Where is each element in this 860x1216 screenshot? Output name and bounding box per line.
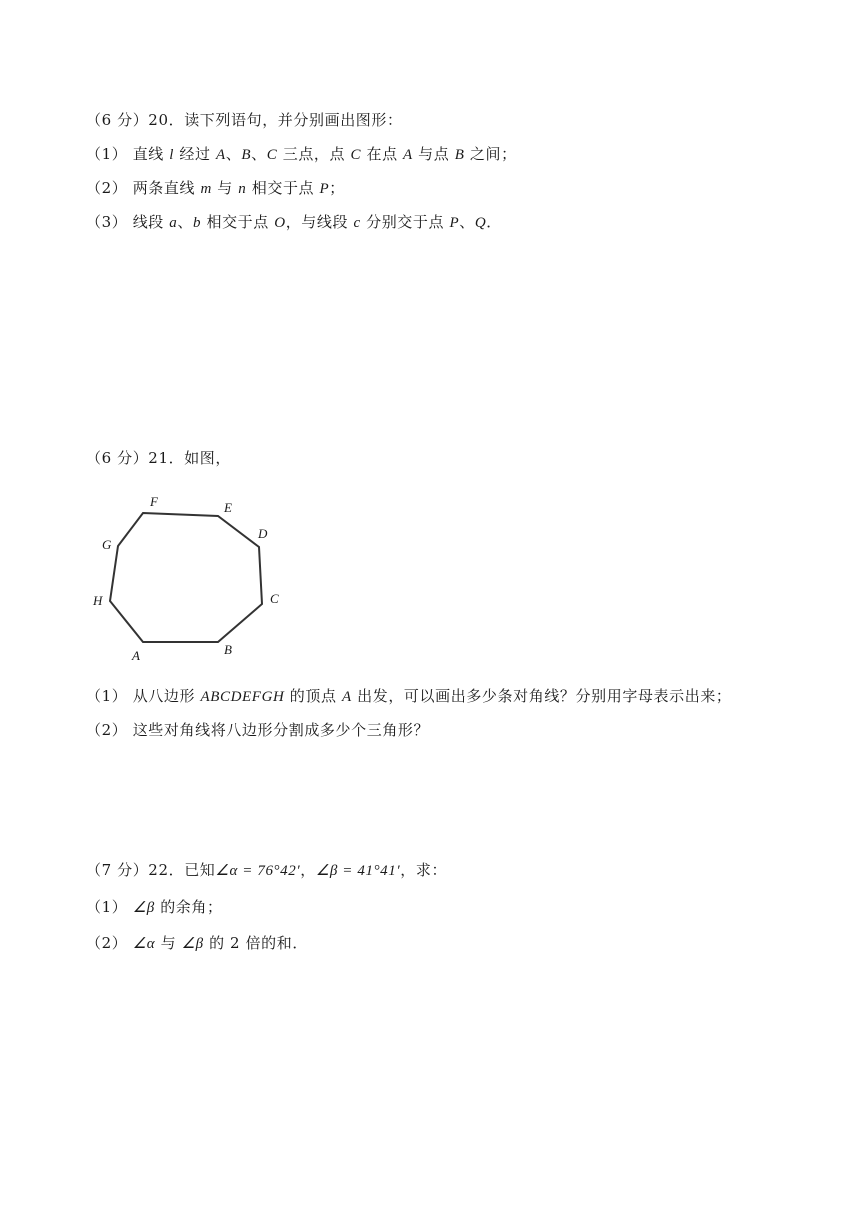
q20-item3-text: ，与线段 <box>285 213 354 231</box>
q20-item2-var: P <box>319 181 330 197</box>
q20-item2-text: ； <box>329 179 345 197</box>
q20-item3-text: ． <box>486 213 502 231</box>
q20-item2-var: m <box>200 181 212 197</box>
q20-item3-var: O <box>274 215 286 231</box>
q22-header <box>86 860 447 881</box>
q20-item2-var: n <box>238 181 247 197</box>
q20-item1-var: C <box>350 147 362 163</box>
q20-item1-text: 在点 <box>361 145 404 163</box>
q20-item1-var: C <box>266 147 278 163</box>
q22-item2-text: 的 2 倍的和． <box>203 934 308 952</box>
q21-item-2: （2） 这些对角线将八边形分割成多少个三角形？ <box>86 721 430 739</box>
vertex-label-d: D <box>258 526 268 541</box>
q22-alpha-expression: ∠α = 76°42′ <box>215 863 301 879</box>
vertex-label-c: C <box>270 591 279 606</box>
q22-header-suffix: ，求： <box>400 861 448 879</box>
q20-item3-var: Q <box>474 215 487 231</box>
q20-item-1 <box>86 144 517 165</box>
q22-item2-text: 与 <box>155 934 182 952</box>
q22-item1-text: 的余角； <box>154 898 223 916</box>
q20-item-2 <box>86 178 345 199</box>
q20-item3-text: 相交于点 <box>201 213 275 231</box>
q20-item3-var: c <box>353 215 361 231</box>
q20-item2-text: 相交于点 <box>246 179 320 197</box>
q20-item3-var: a <box>169 215 178 231</box>
q20-item3-text: 、 <box>177 213 193 231</box>
q21-item-1 <box>86 686 732 707</box>
q20-item1-text: 与点 <box>412 145 455 163</box>
q20-item-3 <box>86 212 502 233</box>
q20-item1-var: l <box>169 147 175 163</box>
vertex-label-h: H <box>93 593 103 608</box>
octagon-figure <box>86 488 296 668</box>
q20-item3-var: b <box>193 215 202 231</box>
q20-item2-text: 与 <box>211 179 239 197</box>
q20-item3-prefix: （3） 线段 <box>86 213 170 231</box>
vertex-label-e: E <box>224 500 232 515</box>
q21-item1-text: 出发，可以画出多少条对角线？分别用字母表示出来； <box>351 687 732 705</box>
q20-item1-var: A <box>403 147 413 163</box>
q22-beta-expression: ∠β = 41°41′ <box>315 863 401 879</box>
q21-item1-text: 的顶点 <box>284 687 342 705</box>
q20-item1-var: A <box>216 147 226 163</box>
q22-item1-math: ∠β <box>132 900 155 916</box>
q22-item2-math: ∠β <box>181 936 204 952</box>
q20-item3-var: P <box>449 215 460 231</box>
q22-item1-prefix: （1） <box>86 898 133 916</box>
vertex-label-b: B <box>224 642 232 657</box>
q20-header: （6 分）20．读下列语句，并分别画出图形： <box>86 111 403 129</box>
vertex-label-g: G <box>102 537 112 552</box>
q22-header-sep: ， <box>300 861 316 879</box>
octagon-diagram <box>86 488 296 668</box>
q20-item1-var: B <box>454 147 465 163</box>
q21-item1-var: A <box>341 689 352 705</box>
q20-item1-text: 、 <box>251 145 267 163</box>
q20-item1-prefix: （1） 直线 <box>86 145 170 163</box>
q20-item2-prefix: （2） 两条直线 <box>86 179 201 197</box>
q20-item1-text: 三点，点 <box>277 145 351 163</box>
q20-item1-text: 经过 <box>174 145 216 163</box>
vertex-label-f: F <box>150 494 158 509</box>
q22-item2-math: ∠α <box>132 936 156 952</box>
q20-item3-text: 、 <box>459 213 475 231</box>
q21-header: （6 分）21．如图， <box>86 449 231 467</box>
q21-item1-prefix: （1） 从八边形 <box>86 687 201 705</box>
q22-item-1 <box>86 897 223 918</box>
q22-item-2 <box>86 933 308 954</box>
q20-item1-var: B <box>241 147 252 163</box>
q22-header-prefix: （7 分）22．已知 <box>86 861 216 879</box>
q20-item3-text: 分别交于点 <box>360 213 450 231</box>
q22-item2-prefix: （2） <box>86 934 133 952</box>
q21-item1-var: ABCDEFGH <box>200 689 285 705</box>
q20-item1-text: 之间； <box>464 145 517 163</box>
q20-item1-text: 、 <box>225 145 242 163</box>
vertex-label-a: A <box>132 648 140 663</box>
octagon-shape <box>110 513 262 642</box>
